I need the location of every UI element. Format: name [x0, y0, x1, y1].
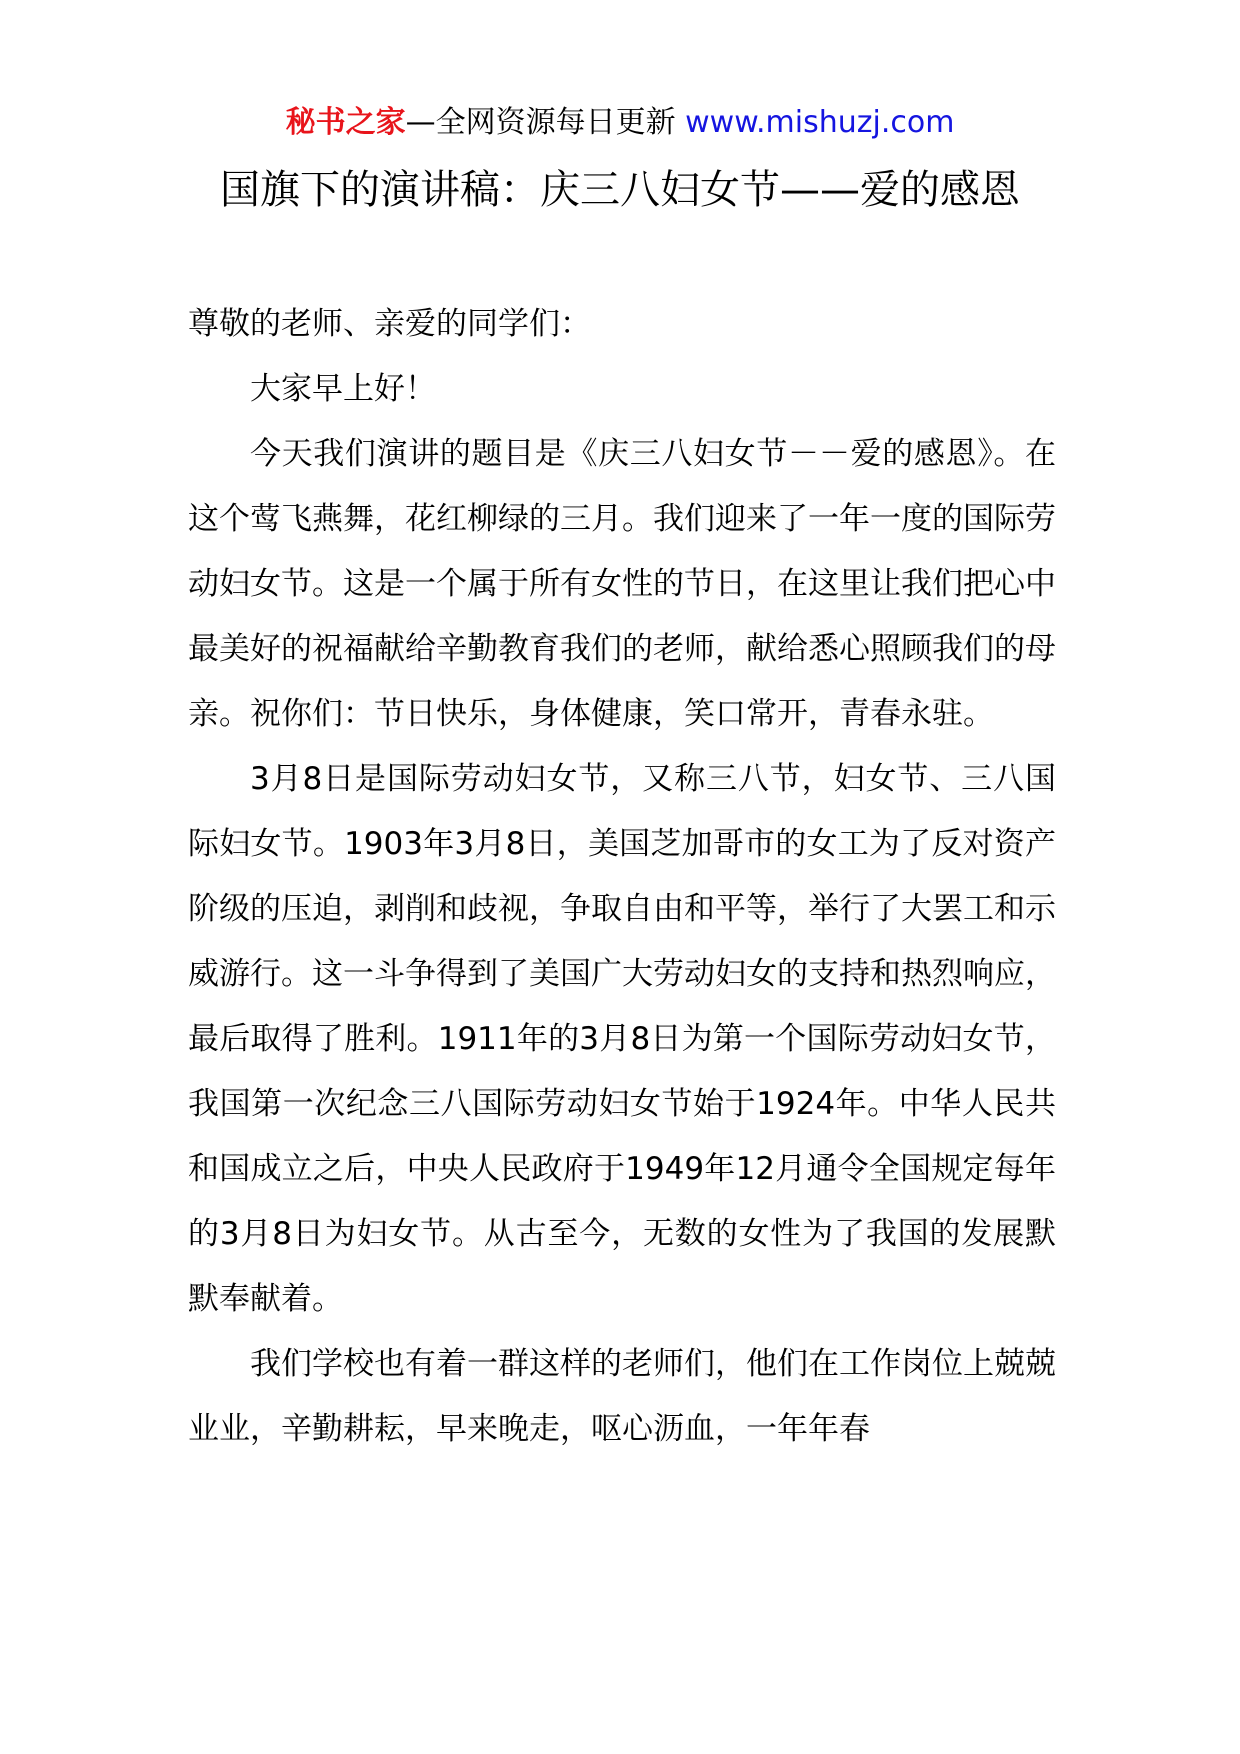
- site-header: [0, 103, 1240, 143]
- body-paragraph: 3月8日是国际劳动妇女节，又称三八节，妇女节、三八国际妇女节。1903年3月8日，美国芝加哥市的女工为了反对资产阶级的压迫，剥削和歧视，争取自由和平等，举行了大罢工和示威游行。这一斗争得到了美国广大劳动妇女的支持和热烈响应，最后取得了胜利。1911年的3月8日为第一个国际劳动妇女节，我国第一次纪念三八国际劳动妇女节始于1924年。中华人民共和国成立之后，中央人民政府于1949年12月通令全国规定每年的3月8日为妇女节。从古至今，无数的女性为了我国的发展默默奉献着。: [188, 761, 1056, 1317]
- body-paragraph: 我们学校也有着一群这样的老师们，他们在工作岗位上兢兢业业，辛勤耕耘，早来晚走，呕心沥血，一年年春: [188, 1346, 1056, 1447]
- body-paragraph: 今天我们演讲的题目是《庆三八妇女节－－爱的感恩》。在这个莺飞燕舞，花红柳绿的三月。我们迎来了一年一度的国际劳动妇女节。这是一个属于所有女性的节日，在这里让我们把心中最美好的祝福献给辛勤教育我们的老师，献给悉心照顾我们的母亲。祝你们：节日快乐，身体健康，笑口常开，青春永驻。: [188, 436, 1056, 732]
- document-body: [188, 292, 1056, 1462]
- site-url-link[interactable]: www.mishuzj.com: [685, 105, 955, 140]
- site-tagline: —全网资源每日更新: [405, 105, 676, 140]
- salutation: 尊敬的老师、亲爱的同学们：: [188, 306, 591, 342]
- greeting: 大家早上好！: [250, 371, 436, 407]
- site-brand: 秘书之家: [285, 105, 406, 140]
- document-title: 国旗下的演讲稿：庆三八妇女节——爱的感恩: [220, 167, 1020, 213]
